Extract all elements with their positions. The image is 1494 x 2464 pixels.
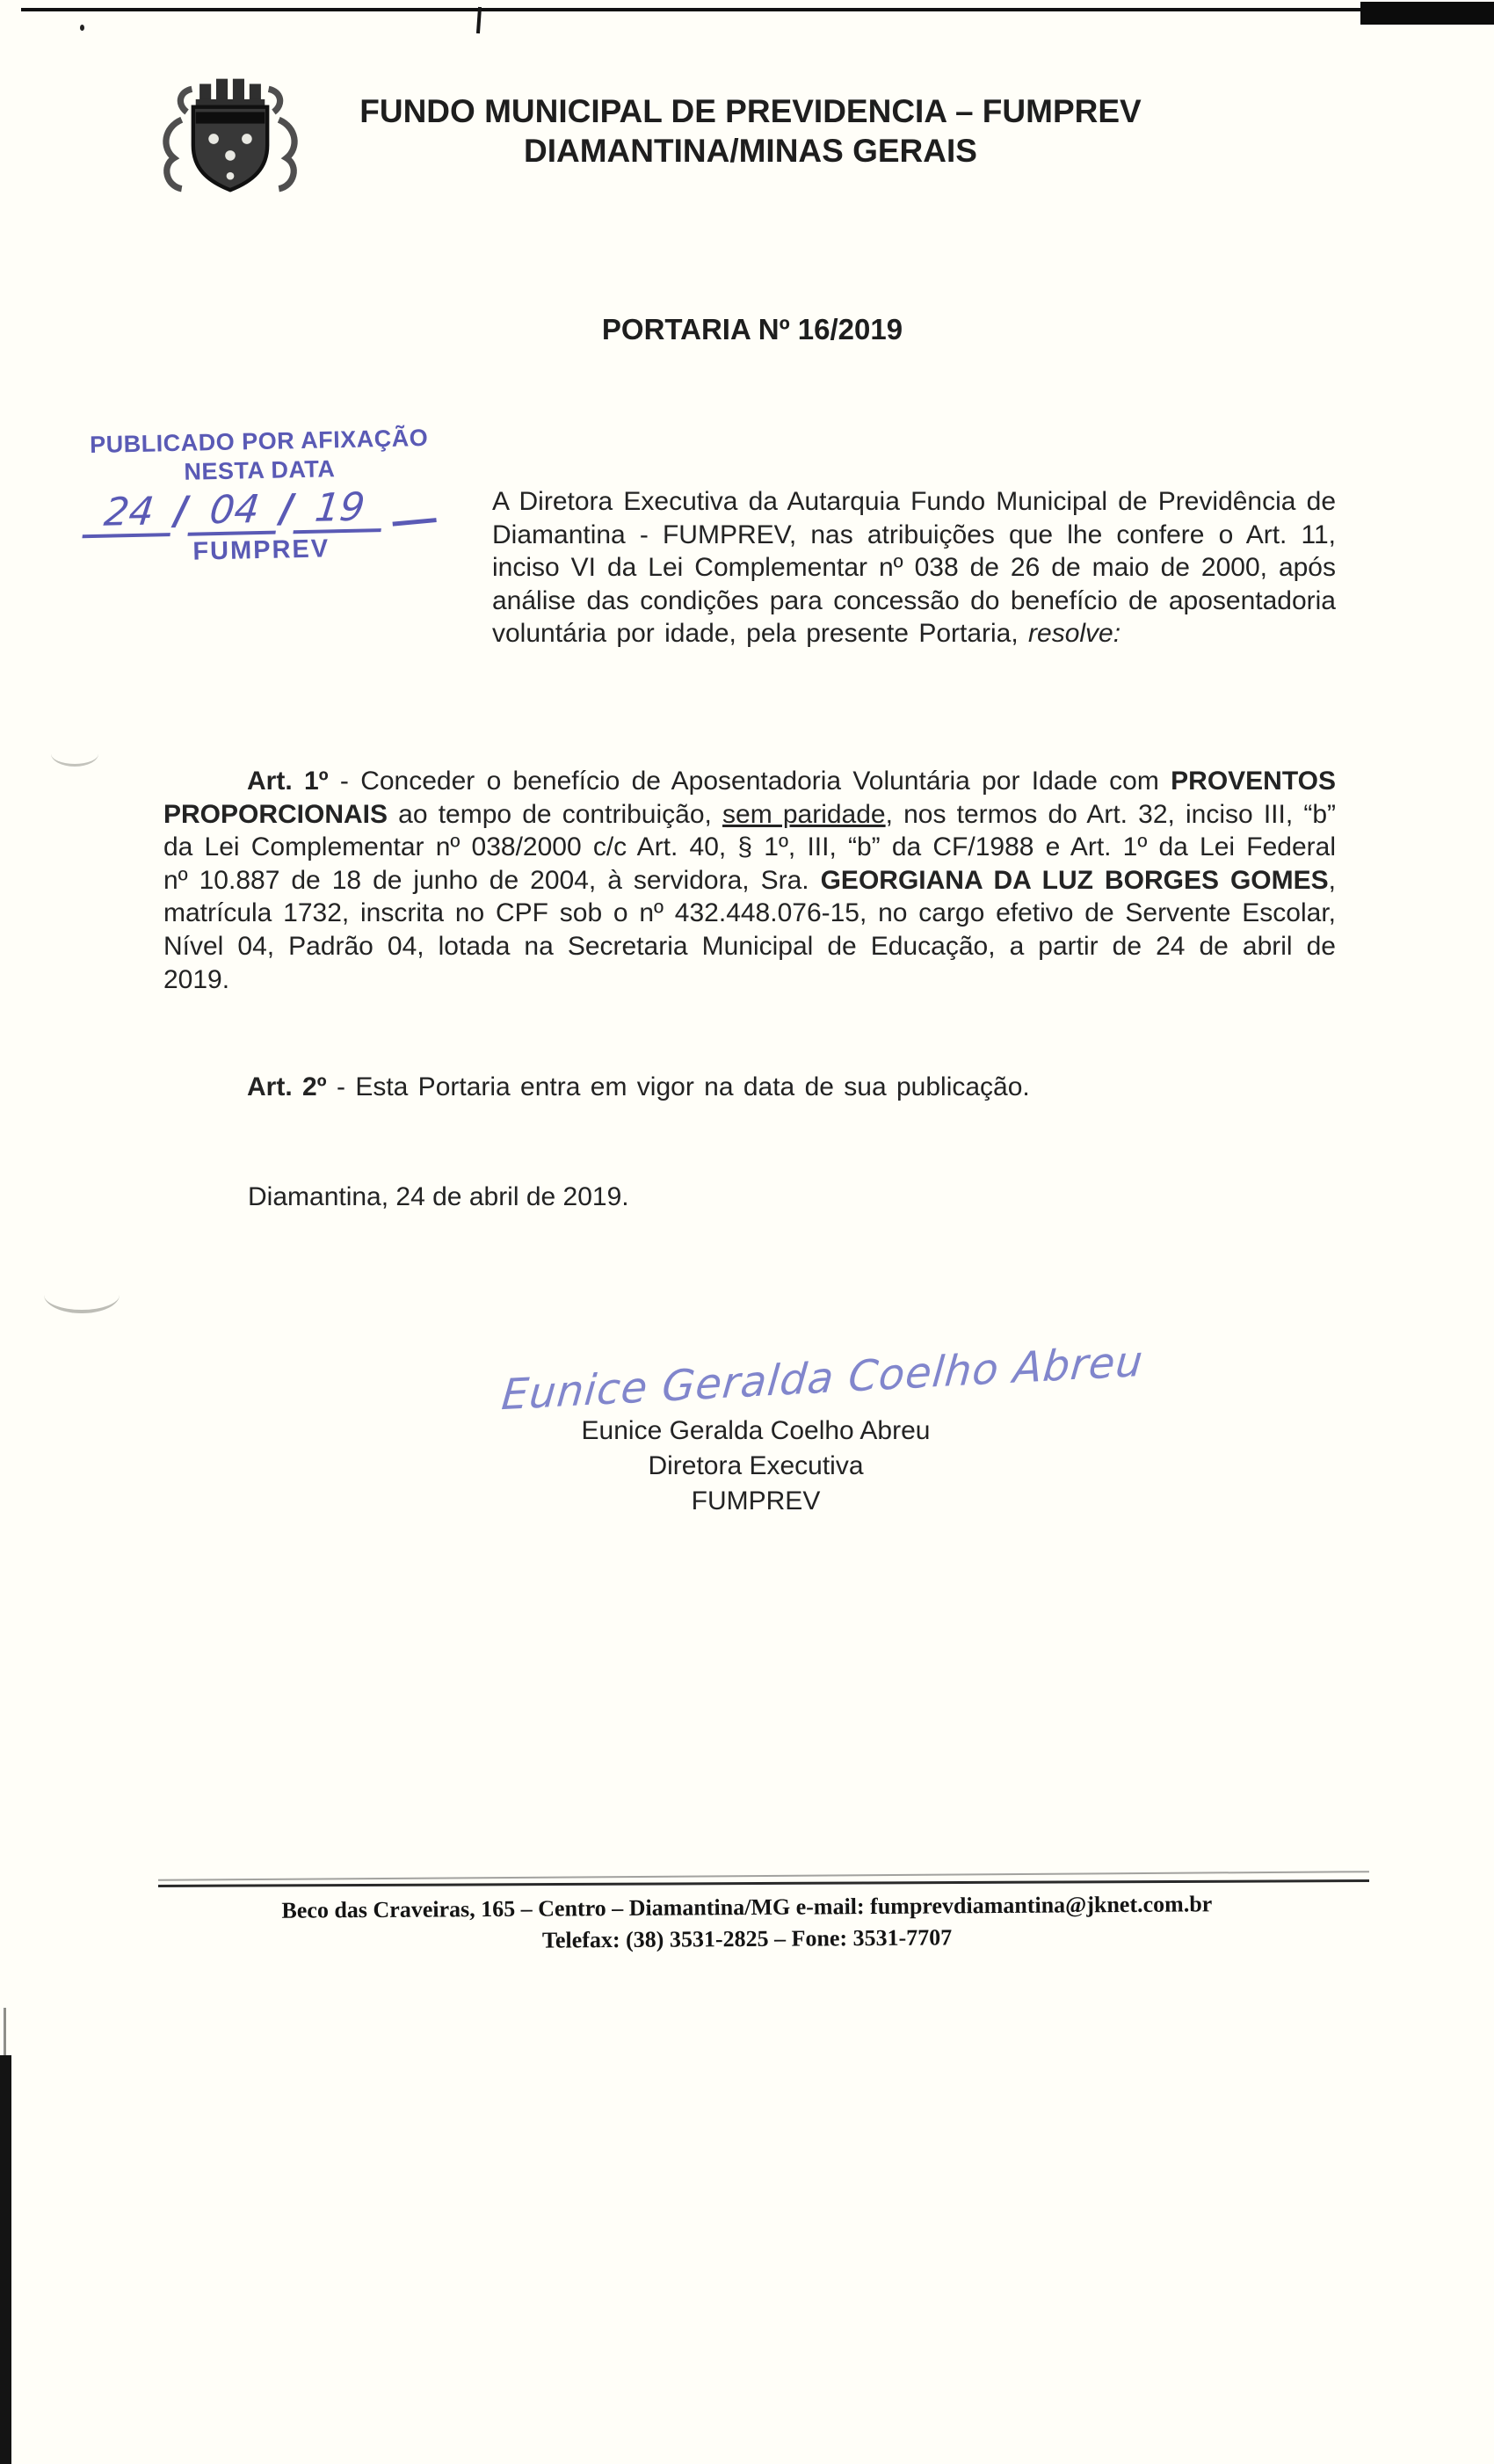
scan-artifact-pen-arc-2	[44, 1276, 120, 1313]
article-1-bold-proventos: PROVENTOS PROPORCIONAIS	[163, 767, 1336, 829]
signature-org: FUMPREV	[691, 1486, 821, 1515]
footer-address-line: Beco das Craveiras, 165 – Centro – Diamantina/MG e-mail: fumprevdiamantina@jknet.com.br	[281, 1891, 1213, 1923]
stamp-date-day: 24	[82, 492, 175, 538]
stamp-org: FUMPREV	[192, 534, 330, 566]
scan-artifact-top-tick	[476, 7, 482, 33]
article-1-bold-servidora-name: GEORGIANA DA LUZ BORGES GOMES	[820, 865, 1329, 895]
article-2-paragraph	[163, 1071, 1336, 1104]
footer-rule	[158, 1879, 1369, 1887]
scan-artifact-pen-arc-1	[51, 741, 98, 767]
stamp-date-slash2: /	[279, 486, 294, 532]
org-name-line2: DIAMANTINA/MINAS GERAIS	[524, 133, 977, 169]
article-1-seg3: , nos termos do Art. 32, inciso III, “b” da Lei Complementar nº 038/2000 c/c Art. 40, § 1º, III, “b” da CF/1988 e Art. 1º da Lei Federal nº 10.887 de 18 de junho de 2004, à servidora, Sra.	[163, 799, 1336, 895]
footer	[0, 1886, 1494, 1960]
scan-artifact-left-gray-line	[4, 2008, 6, 2057]
stamp-date-slash1: /	[173, 488, 189, 534]
scan-artifact-top-right-bar	[1360, 2, 1494, 25]
article-1-underline-sem-paridade: sem paridade	[722, 799, 886, 829]
scan-artifact-top-dot	[80, 25, 84, 31]
org-name-line1: FUNDO MUNICIPAL DE PREVIDENCIA – FUMPREV	[359, 93, 1142, 129]
stamp-line1: PUBLICADO POR AFIXAÇÃO	[89, 424, 429, 459]
article-1-seg4: , matrícula 1732, inscrita no CPF sob o nº 432.448.076-15, no cargo efetivo de Servente Escolar, Nível 04, Padrão 04, lotada na Secretaria Municipal de Educação, a partir de 24 de abril de 2019.	[163, 865, 1336, 994]
signature-name: Eunice Geralda Coelho Abreu	[581, 1416, 931, 1445]
org-header	[330, 91, 1171, 171]
stamp-line2: NESTA DATA	[184, 455, 336, 485]
handwritten-signature: Eunice Geralda Coelho Abreu	[499, 1336, 1146, 1421]
scan-artifact-top-line	[21, 8, 1494, 11]
stamp-date-year: 19	[294, 488, 387, 534]
footer-phone-line: Telefax: (38) 3531-2825 – Fone: 3531-7707	[541, 1924, 953, 1953]
article-1-label: Art. 1º	[247, 767, 329, 796]
stamp-ink-dash	[393, 518, 437, 526]
coat-of-arms-icon	[151, 69, 309, 209]
scan-artifact-left-black-bar	[0, 2055, 11, 2464]
document-title: PORTARIA Nº 16/2019	[601, 313, 903, 345]
article-2-label: Art. 2º	[247, 1072, 327, 1101]
stamp-handwritten-date	[84, 484, 437, 538]
article-1-paragraph	[163, 765, 1336, 996]
preamble-text: A Diretora Executiva da Autarquia Fundo Municipal de Previdência de Diamantina - FUMPREV, nas atribuições que lhe confere o Art. 11, inciso VI da Lei Complementar nº 038 de 26 de maio de 2000, após análise das condições para concessão do benefício de aposentadoria voluntária por idade, pela presente Portaria,	[492, 487, 1336, 649]
publication-stamp	[83, 424, 437, 569]
preamble-resolve: resolve:	[1028, 619, 1121, 649]
preamble-paragraph	[492, 485, 1336, 651]
dateline: Diamantina, 24 de abril de 2019.	[248, 1182, 629, 1211]
article-1-seg1: - Conceder o benefício de Aposentadoria Voluntária por Idade com	[328, 767, 1171, 796]
signature-role: Diretora Executiva	[648, 1451, 864, 1480]
article-1-seg2: ao tempo de contribuição,	[388, 799, 723, 829]
signature-block	[492, 1414, 1019, 1519]
stamp-date-month: 04	[187, 491, 280, 536]
article-2-text: - Esta Portaria entra em vigor na data de sua publicação.	[326, 1072, 1030, 1101]
